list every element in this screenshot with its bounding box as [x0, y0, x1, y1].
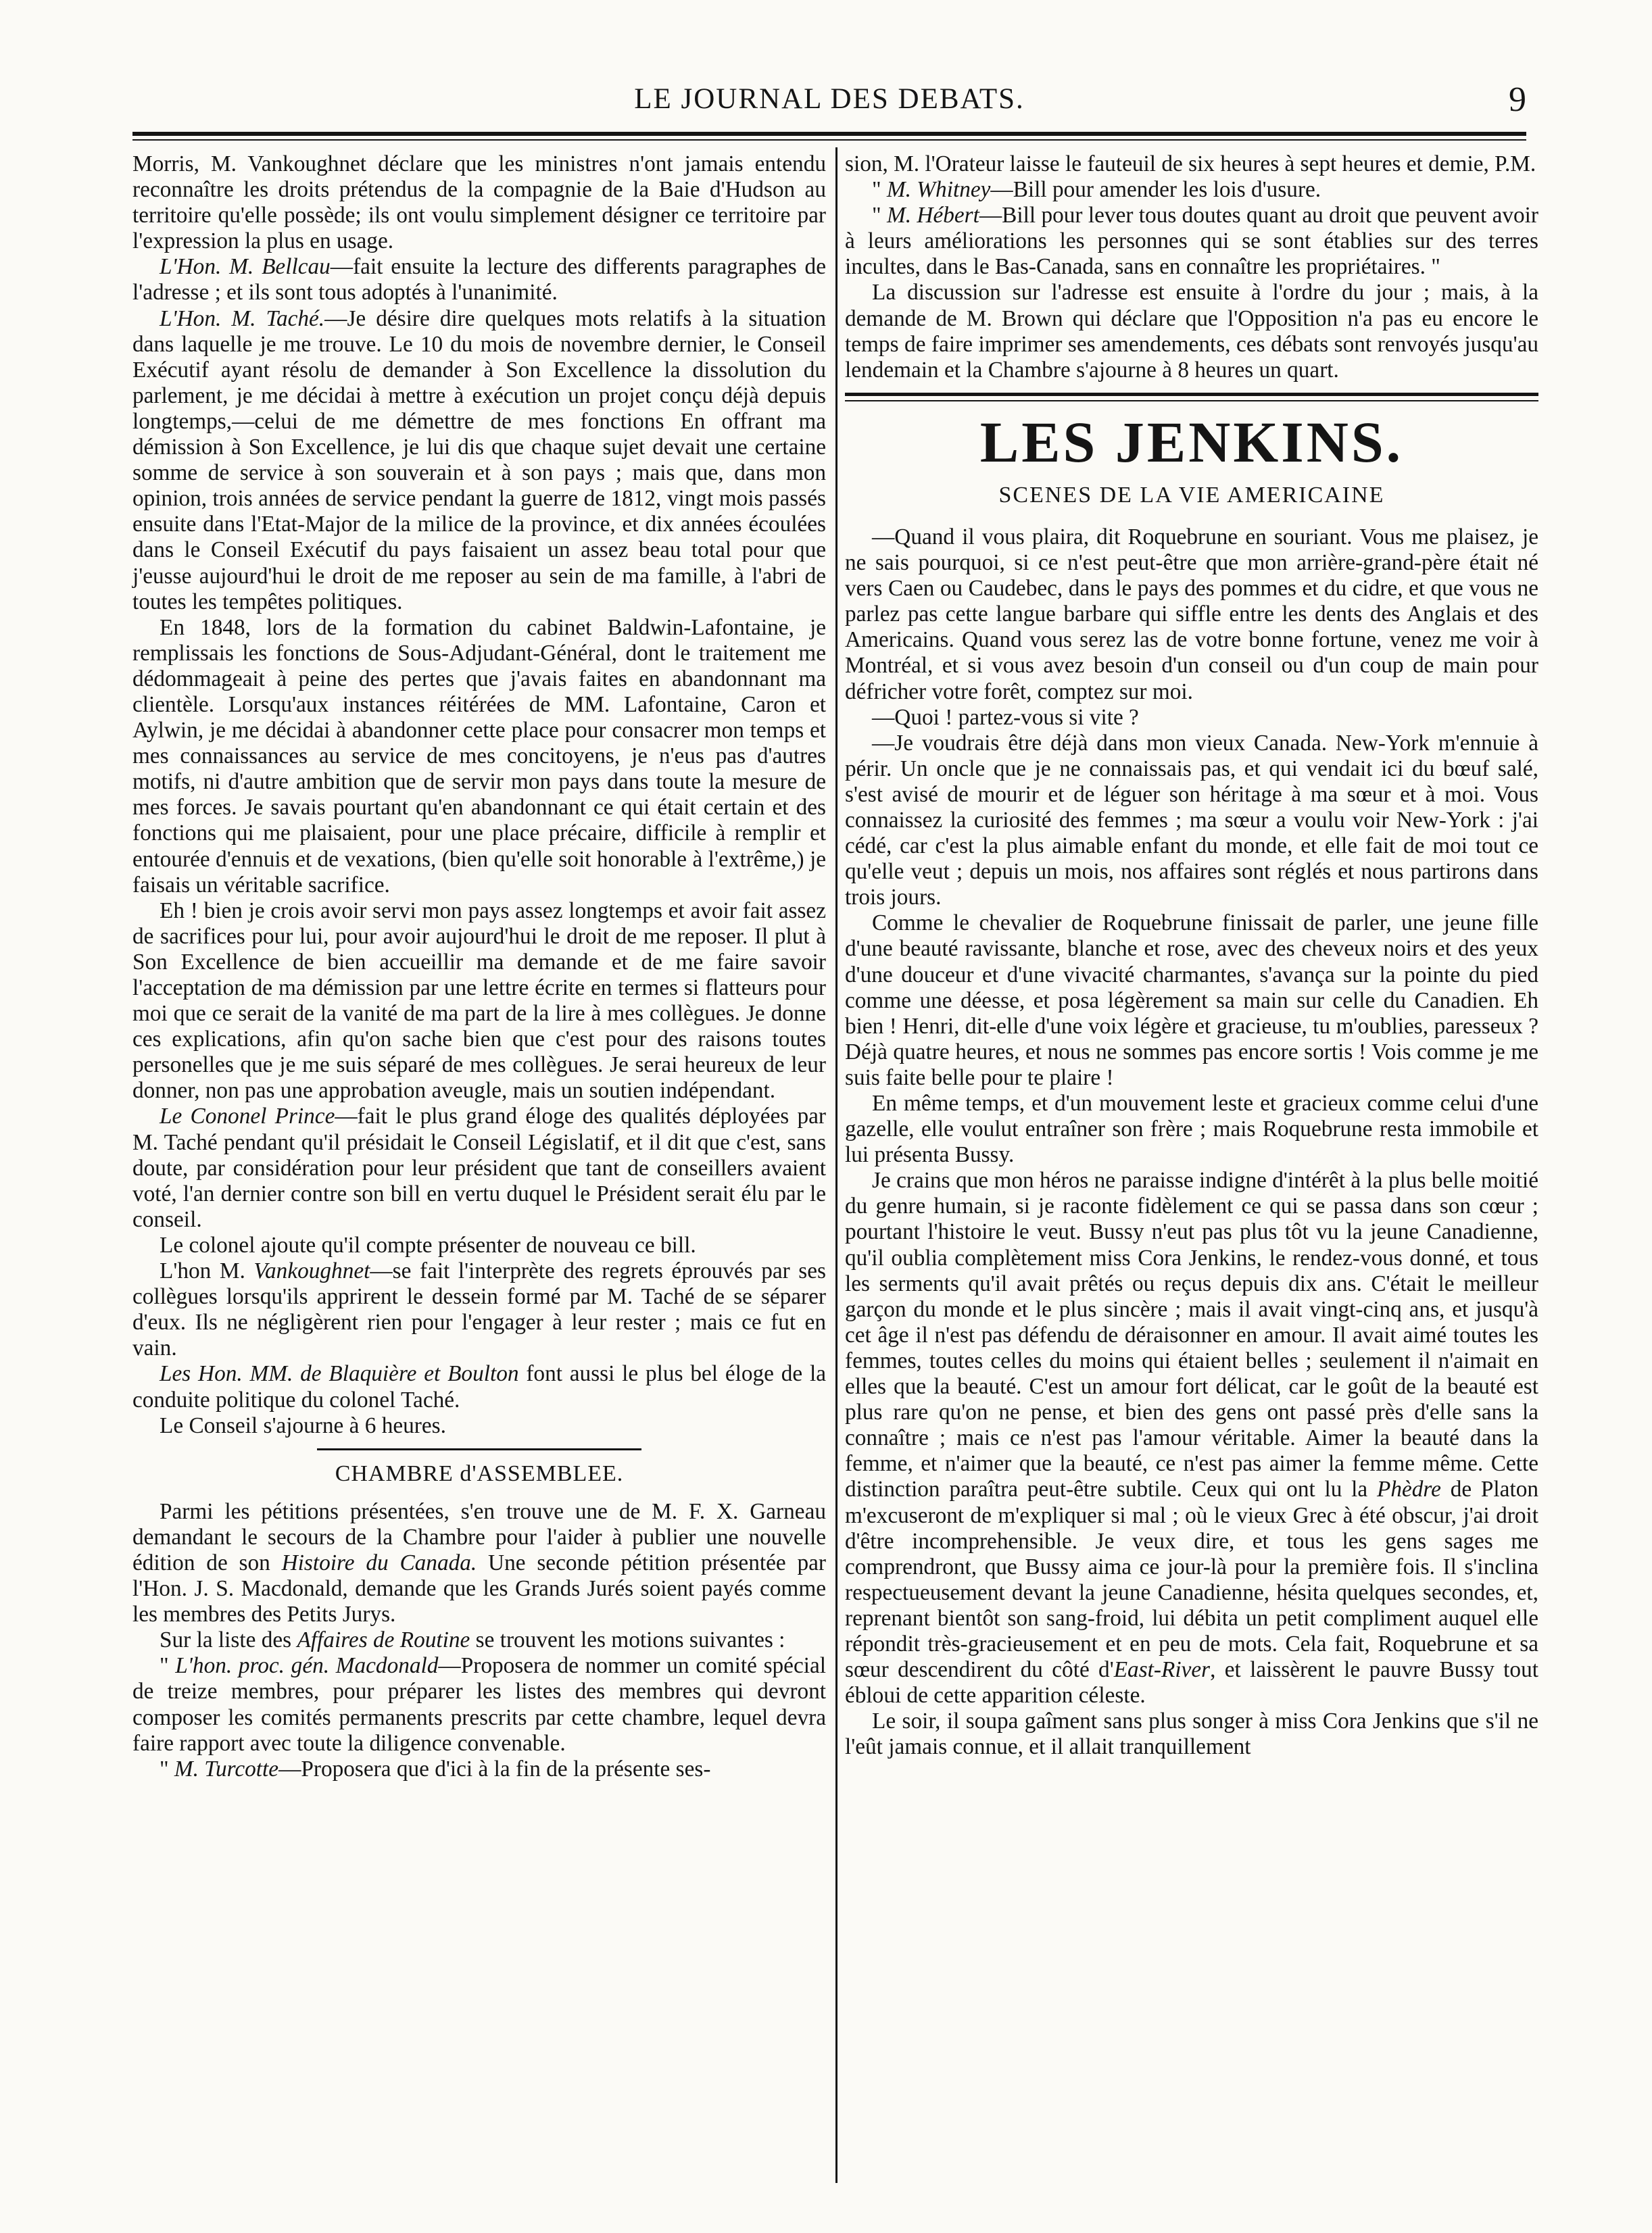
speaker-name: M. Whitney [886, 177, 991, 203]
paragraph-text: —fait le plus grand éloge des qualités déployées par M. Taché pendant qu'il présidait le Conseil Législatif, et il dit que c'est, sans doute, par considération pour leur président que tant de conseillers avaient voté, l'an dernier contre son bill en vertu duquel le Président serait élu par le conseil. [132, 1104, 826, 1232]
paragraph-text: —Bill pour amender les lois d'usure. [990, 177, 1321, 203]
page-header [132, 80, 1526, 134]
speaker-name: Les Hon. MM. de Blaquière et Boulton [160, 1361, 519, 1387]
paragraph-text: Le Conseil s'ajourne à 6 heures. [160, 1413, 446, 1438]
paragraph-text: de Platon m'excuseront de m'expliquer si mal ; où le vieux Grec à été obscur, j'ai droit d'être incomprehensible. Je veux dire, et tous les gens sages me comprendront, que Bussy aima ce jour-là pour la première fois. Il s'inclina respectueusement devant la jeune Canadienne, hésita quelques secondes, et, reprenant bientôt son sang-froid, lui débita un petit compliment auquel elle répondit très-gracieusement et en peu de mots. Cela fait, Roquebrune et sa sœur descendirent du côté d' [845, 1477, 1539, 1683]
story-paragraph [845, 705, 1538, 731]
paragraph [132, 1413, 826, 1439]
paragraph [132, 1653, 826, 1756]
speaker-name: Le Cononel Prince [160, 1104, 335, 1129]
paragraph [132, 1104, 826, 1232]
paragraph-text: —Je désire dire quelques mots relatifs à la situation dans laquelle je me trouve. Le 10 du mois de novembre dernier, le Conseil Exécutif ayant résolu de demander à Son Excellence la dissolution du parlement, je me décidai à mettre à exécution un projet conçu déjà depuis longtemps,—celui de me démettre de mes fonctions En offrant ma démission à Son Excellence, je lui dis que chaque sujet devait une certaine somme de service à son souverain et à son pays ; mais que, dans mon opinion, trois années de service pendant la guerre de 1812, vingt mois passés ensuite dans l'Etat-Major de la milice de la province, et dix années écoulées dans le Conseil Exécutif du pays faisaient un assez beau total pour que j'eusse aujourd'hui le droit de me reposer au sein de ma famille, à l'abri de toutes les tempêtes politiques. [132, 305, 827, 614]
paragraph-text: Une seconde pétition présentée par l'Hon. J. S. Macdonald, demande que les Grands Jurés soient payés comme les membres des Petits Jurys. [132, 1550, 826, 1627]
story-paragraph [845, 910, 1538, 1091]
paragraph-text: En 1848, lors de la formation du cabinet Baldwin-Lafontaine, je remplissais les fonctions de Sous-Adjudant-Général, dont le traitement me dédommageait à peine des pertes que j'avais faites en abandonnant ma clientèle. Lorsqu'aux instances réitérées de MM. Lafontaine, Caron et Aylwin, je me décidai à abandonner cette place pour consacrer mon temps et mes connaissances au service de mes concitoyens, je n'eus pas d'autres motifs, ni d'autre ambition que de servir mon pays dans toute la mesure de mes forces. Je savais pourtant qu'en abandonnant ce qui était certain et des fonctions qui me plaisaient, pour une place précaire, difficile à remplir et entourée d'ennuis et de vexations, (bien qu'elle soit honorable à l'extrême,) je faisais un véritable sacrifice. [132, 614, 826, 898]
story-paragraph [845, 1168, 1538, 1709]
paragraph [132, 1361, 826, 1413]
paragraph [132, 1258, 826, 1361]
paragraph-text: —Quoi ! partez-vous si vite ? [872, 704, 1139, 730]
paragraph-text: Parmi les pétitions présentées, s'en trouve une de M. F. X. Garneau demandant le secours de la Chambre pour l'aider à publier une nouvelle édition de son [132, 1498, 826, 1575]
right-column [845, 151, 1538, 1760]
section-rule [317, 1448, 641, 1450]
paragraph-text: se trouvent les motions suivantes : [470, 1627, 785, 1653]
paragraph [132, 898, 826, 1104]
feuilleton-title: LES JENKINS. [979, 409, 1404, 474]
story-paragraph [845, 1709, 1538, 1760]
paragraph [132, 254, 826, 305]
paragraph-text: La discussion sur l'adresse est ensuite à l'ordre du jour ; mais, à la demande de M. Brown qui déclare que l'Opposition n'a pas eu encore le temps de faire imprimer ses amendements, ces débats sont renvoyés jusqu'au lendemain et la Chambre s'ajourne à 8 heures un quart. [845, 280, 1538, 383]
paragraph-text: —Quand il vous plaira, dit Roquebrune en souriant. Vous me plaisez, je ne sais pourquoi, si ce n'est peut-être que mon arrière-grand-père était né vers Caen ou Caudebec, dans le pays des pommes et du cidre, et que vous ne parlez pas cette langue barbare qui siffle entre les dents des Anglais et des Americains. Quand vous serez las de votre bonne fortune, venez me voir à Montréal, et si vous avez besoin d'un conseil ou d'un coup de main pour défricher votre forêt, comptez sur moi. [845, 524, 1538, 704]
paragraph-text: —fait ensuite la lecture des differents paragraphes de l'adresse ; et ils sont tous adoptés à l'unanimité. [132, 254, 826, 305]
paragraph-text: Je crains que mon héros ne paraisse indigne d'intérêt à la plus belle moitié du genre humain, si je raconte fidèlement ce qui se passa dans son cœur ; pourtant l'histoire le veut. Bussy n'eut pas plus tôt vu la jeune Canadienne, qu'il oublia complètement miss Cora Jenkins, le rendez-vous donné, et tous les serments qu'il avait prêtés ou reçus depuis dix ans. C'était le meilleur garçon du monde et le plus sincère ; mais il avait vingt-cinq ans, et jusqu'à cet âge il n'est pas défendu de déraisonner en amour. Il avait aimé toutes les femmes, toutes celles du moins qui étaient belles ; seulement il n'aimait en elles que la beauté. C'est un amour fort délicat, car le goût de la beauté est plus rare qu'on ne pense, et bien des gens ont passé près d'elle sans la connaître ; mais ce n'est pas l'amour véritable. Aimer la beauté dans la femme, et n'aimer que la beauté, ce n'est pas aimer la femme même. Cette distinction paraîtra peut-être subtile. Ceux qui ont lu la [845, 1168, 1538, 1502]
paragraph [132, 151, 826, 254]
paragraph [845, 280, 1538, 383]
paragraph-text: —Proposera que d'ici à la fin de la présente ses- [278, 1756, 711, 1782]
paragraph-text: Comme le chevalier de Roquebrune finissait de parler, une jeune fille d'une beauté ravissante, blanche et rose, avec des cheveux noirs et des yeux d'une douceur et d'une vivacité charmantes, s'avança sur la pointe du pied comme une déesse, et posa légèrement sa main sur celle du Canadien. Eh bien ! Henri, dit-elle d'une voix légère et gracieuse, tu m'oublies, paresseux ? Déjà quatre heures, et nous ne sommes pas encore sortis ! Vois comme je me suis faite belle pour te plaire ! [845, 910, 1538, 1090]
paragraph-text: font aussi le plus bel éloge de la conduite politique du colonel Taché. [132, 1361, 826, 1413]
speaker-name: L'Hon. M. Taché. [160, 305, 325, 331]
book-title: Phèdre [1377, 1477, 1441, 1502]
paragraph-text: —Proposera de nommer un comité spécial de treize membres, pour préparer les listes des membres qui devront composer les comités permanents prescrits par cette chambre, lequel devra faire rapport avec toute la diligence convenable. [132, 1653, 827, 1756]
story-paragraph [845, 1091, 1538, 1168]
paragraph-text: En même temps, et d'un mouvement leste et gracieux comme celui d'une gazelle, elle voulut entraîner son frère ; mais Roquebrune resta immobile et lui présenta Bussy. [845, 1091, 1538, 1168]
feuilleton-rule-thick [845, 393, 1538, 396]
place-name: East-River [1113, 1657, 1211, 1683]
paragraph-text: Morris, M. Vankoughnet déclare que les ministres n'ont jamais entendu reconnaître les droits prétendus de la compagnie de la Baie d'Hudson au territoire qu'elle possède; ils ont voulu simplement désigner ce territoire par l'expression la plus en usage. [132, 151, 826, 254]
quote-mark: " [872, 177, 887, 203]
running-title: LE JOURNAL DES DEBATS. [634, 83, 1025, 115]
story-paragraph [845, 731, 1538, 911]
speaker-name: L'hon. proc. gén. Macdonald [175, 1653, 439, 1679]
paragraph [132, 306, 826, 615]
paragraph [132, 1499, 826, 1627]
paragraph-text: —Je voudrais être déjà dans mon vieux Canada. New-York m'ennuie à périr. Un oncle que je ne connaissais pas, et qui vendait ici du bœuf salé, s'est avisé de mourir et de léguer son héritage à ma sœur et à moi. Vous connaissez la curiosité des femmes ; ma sœur a voulu voir New-York : j'ai cédé, car c'est la plus aimable enfant du monde, et elle fait de moi tout ce qu'elle veut ; depuis un mois, nos affaires sont réglés et nous partirons dans trois jours. [845, 730, 1538, 910]
feuilleton-rule-thin [845, 400, 1538, 401]
paragraph [132, 1757, 826, 1782]
story-paragraph [845, 524, 1538, 705]
speaker-name: M. Hébert [886, 203, 979, 228]
paragraph-text: Le colonel ajoute qu'il compte présenter de nouveau ce bill. [160, 1232, 696, 1258]
paragraph [132, 615, 826, 898]
paragraph-text: Sur la liste des [160, 1627, 297, 1653]
paragraph-text: —Bill pour lever tous doutes quant au droit que peuvent avoir à leurs améliorations les personnes qui se sont établies sur des terres incultes, dans le Bas-Canada, sans en connaître les propriétaires. " [845, 203, 1538, 280]
paragraph-text: sion, M. l'Orateur laisse le fauteuil de six heures à sept heures et demie, P.M. [845, 151, 1536, 176]
quote-mark: " [160, 1756, 174, 1782]
paragraph [132, 1233, 826, 1258]
column-divider [835, 147, 837, 2183]
speaker-prefix: L'hon M. [160, 1258, 254, 1284]
quote-mark: " [872, 203, 887, 228]
speaker-name: M. Turcotte [174, 1756, 279, 1782]
header-rule-thin [132, 139, 1526, 141]
paragraph-text: , et laissèrent le pauvre Bussy tout ébloui de cette apparition céleste. [845, 1657, 1538, 1709]
quote-mark: " [160, 1653, 176, 1679]
paragraph [132, 1627, 826, 1653]
italic-phrase: Affaires de Routine [297, 1627, 470, 1653]
book-title: Histoire du Canada. [281, 1550, 477, 1575]
paragraph-text: Le soir, il soupa gaîment sans plus songer à miss Cora Jenkins que s'il ne l'eût jamais connue, et il allait tranquillement [845, 1709, 1538, 1760]
feuilleton-subtitle: SCENES DE LA VIE AMERICAINE [998, 482, 1385, 508]
section-title: CHAMBRE d'ASSEMBLEE. [335, 1461, 624, 1486]
page-number: 9 [1509, 80, 1526, 119]
paragraph-text: —se fait l'interprète des regrets éprouvés par ses collègues lorsqu'ils apprirent le dessein formé par M. Taché de se séparer d'eux. Ils ne négligèrent rien pour l'engager à leur rester ; mais ce fut en vain. [132, 1258, 826, 1361]
paragraph-text: Eh ! bien je crois avoir servi mon pays assez longtemps et avoir fait assez de sacrifices pour lui, pour avoir aujourd'hui le droit de me reposer. Il plut à Son Excellence de bien accueillir ma demande et de me faire savoir l'acceptation de ma démission par une lettre écrite en termes si flatteurs pour moi que ce serait de la vanité de ma part de la lire à mes collègues. Je donne ces explications, afin qu'on sache bien que c'est pour des raisons toutes personelles que je me suis séparé de mes collègues. Je serai heureux de leur donner, non pas une approbation aveugle, mais un soutien indépendant. [132, 898, 826, 1104]
header-rule-thick [132, 132, 1526, 136]
paragraph [845, 177, 1538, 203]
speaker-name: Vankoughnet [253, 1258, 370, 1284]
speaker-name: L'Hon. M. Bellcau [160, 254, 331, 280]
paragraph [845, 203, 1538, 280]
paragraph [845, 151, 1538, 177]
left-column [132, 151, 826, 1782]
